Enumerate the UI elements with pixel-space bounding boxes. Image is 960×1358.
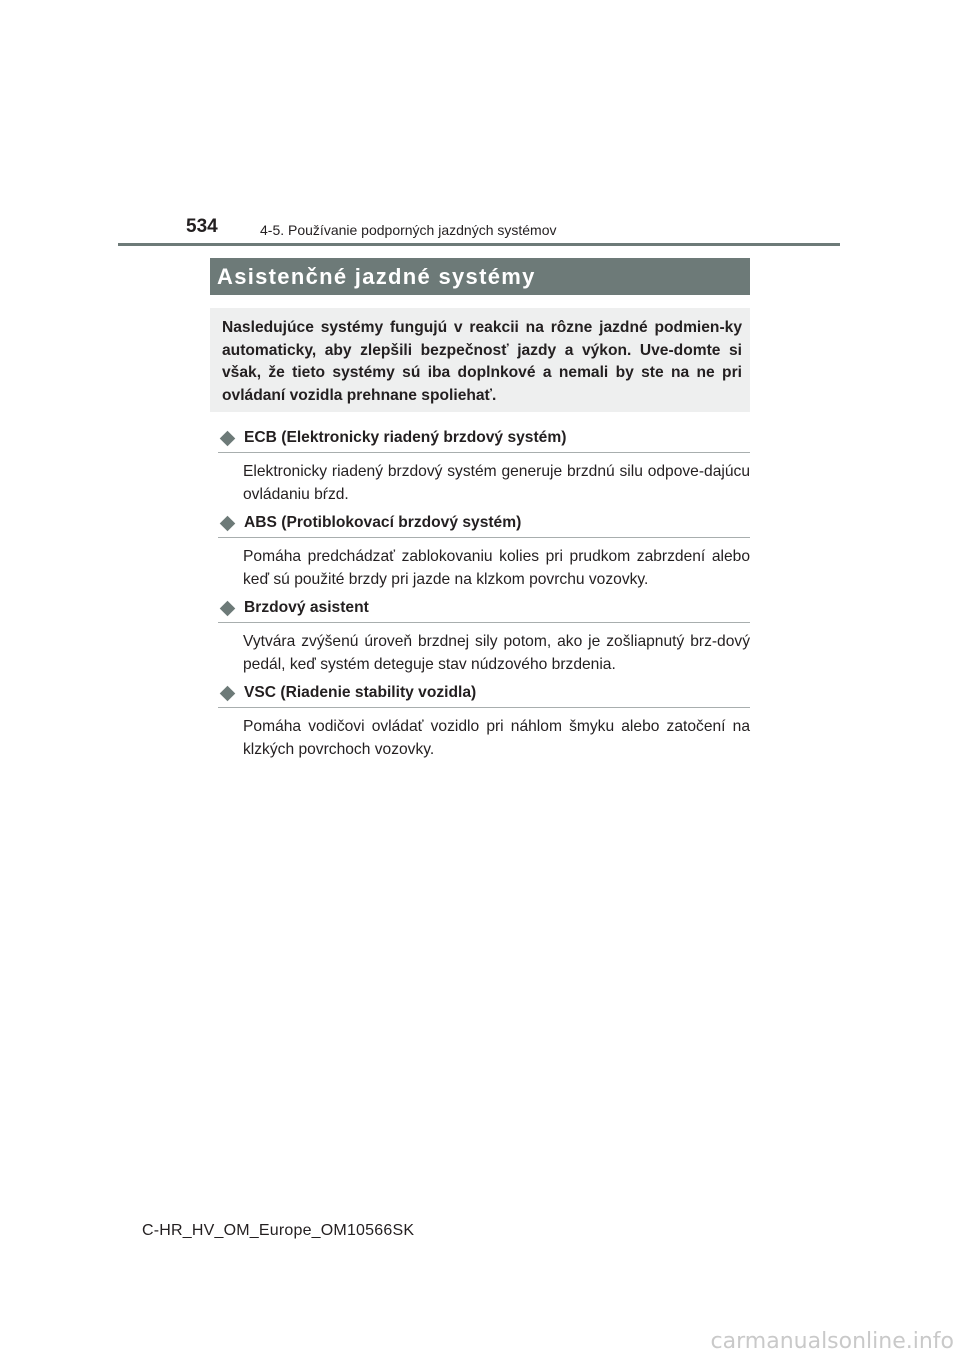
section-heading: [218, 427, 750, 453]
section-heading: [218, 682, 750, 708]
section-heading: [218, 597, 750, 623]
chapter-title: 4-5. Používanie podporných jazdných systémov: [260, 222, 557, 238]
watermark: carmanualsonline.info: [710, 1329, 954, 1354]
page-number: 534: [186, 216, 218, 237]
section-body: Pomáha vodičovi ovládať vozidlo pri náhlom šmyku alebo zatočení na klzkých povrchoch vozovky.: [243, 718, 750, 758]
document-code: C-HR_HV_OM_Europe_OM10566SK: [142, 1222, 415, 1239]
section-vsc: [218, 682, 750, 761]
section-title: Brzdový asistent: [244, 599, 369, 616]
section-title: VSC (Riadenie stability vozidla): [244, 684, 477, 701]
section-heading: [218, 512, 750, 538]
intro-box: [210, 308, 750, 412]
header-divider: [118, 243, 840, 246]
section-body: Pomáha predchádzať zablokovaniu kolies pri prudkom zabrzdení alebo keď sú použité brzdy pri jazde na klzkom povrchu vozovky.: [243, 548, 750, 588]
section-body: Elektronicky riadený brzdový systém generuje brzdnú silu odpove-dajúcu ovládaniu bŕzd.: [243, 463, 750, 503]
diamond-bullet-icon: [220, 515, 236, 531]
page-title: Asistenčné jazdné systémy: [217, 264, 536, 289]
section-title: ECB (Elektronicky riadený brzdový systém): [244, 429, 567, 446]
section-ecb: [218, 427, 750, 506]
section-abs: [218, 512, 750, 591]
section-brake-assist: [218, 597, 750, 676]
section-title: ABS (Protiblokovací brzdový systém): [244, 514, 522, 531]
section-body: Vytvára zvýšenú úroveň brzdnej sily potom, ako je zošliapnutý brz-dový pedál, keď systém deteguje stav núdzového brzdenia.: [243, 633, 750, 673]
diamond-bullet-icon: [220, 685, 236, 701]
diamond-bullet-icon: [220, 600, 236, 616]
section-title-banner: [210, 258, 750, 295]
intro-text: Nasledujúce systémy fungujú v reakcii na rôzne jazdné podmien-ky automaticky, aby zlepšili bezpečnosť jazdy a výkon. Uve-domte si však, že tieto systémy sú iba doplnkové a nemali by ste na ne pri ovládaní vozidla prehnane spoliehať.: [222, 319, 742, 404]
diamond-bullet-icon: [220, 430, 236, 446]
